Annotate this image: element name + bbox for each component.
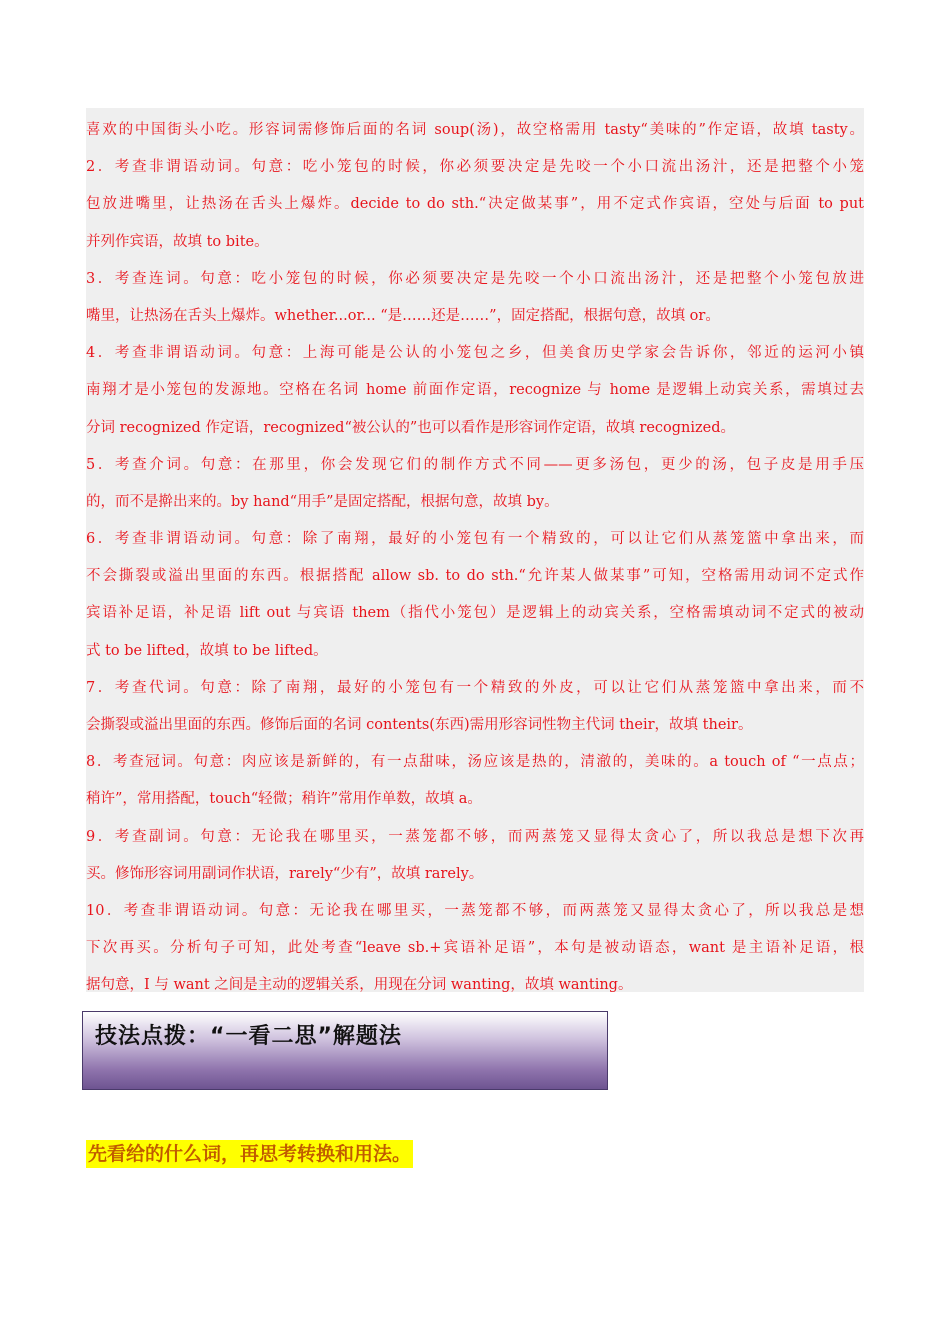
- answer-line: 5．考查介词。句意：在那里，你会发现它们的制作方式不同——更多汤包，更少的汤，包子皮是用手压: [86, 456, 864, 473]
- answer-line: 买。修饰形容词用副词作状语，rarely“少有”，故填 rarely。: [86, 865, 484, 882]
- answer-line: 稍许”，常用搭配，touch“轻微；稍许”常用作单数，故填 a。: [86, 791, 482, 808]
- answer-line: 下次再买。分析句子可知，此处考查“leave sb.+宾语补足语”，本句是被动语态，want 是主语补足语，根: [86, 940, 864, 957]
- answer-line: 7．考查代词。句意：除了南翔，最好的小笼包有一个精致的外皮，可以让它们从蒸笼篮中拿出来，而不: [86, 679, 864, 696]
- answer-line: 宾语补足语，补足语 lift out 与宾语 them（指代小笼包）是逻辑上的动宾关系，空格需填动词不定式的被动: [86, 605, 864, 622]
- answer-line: 嘴里，让热汤在舌头上爆炸。whether...or... “是……还是……”，固定搭配，根据句意，故填 or。: [86, 307, 720, 324]
- answer-line: 10．考查非谓语动词。句意：无论我在哪里买，一蒸笼都不够，而两蒸笼又显得太贪心了，所以我总是想: [86, 902, 864, 919]
- answer-line: 2．考查非谓语动词。句意：吃小笼包的时候，你必须要决定是先咬一个小口流出汤汁，还是把整个小笼: [86, 159, 864, 176]
- answer-line: 并列作宾语，故填 to bite。: [86, 233, 269, 250]
- answer-line: 6．考查非谓语动词。句意：除了南翔，最好的小笼包有一个精致的，可以让它们从蒸笼篮中拿出来，而: [86, 531, 864, 548]
- answer-line: 包放进嘴里，让热汤在舌头上爆炸。decide to do sth.“决定做某事”，用不定式作宾语，空处与后面 to put: [86, 196, 864, 213]
- answer-line: 喜欢的中国街头小吃。形容词需修饰后面的名词 soup(汤)，故空格需用 tasty“美味的”作定语，故填 tasty。: [86, 122, 864, 138]
- answer-line: 9．考查副词。句意：无论我在哪里买，一蒸笼都不够，而两蒸笼又显得太贪心了，所以我总是想下次再: [86, 828, 864, 845]
- answer-line: 分词 recognized 作定语，recognized“被公认的”也可以看作是形容词作定语，故填 recognized。: [86, 419, 736, 436]
- tip-title: 技法点拨：“一看二思”解题法: [95, 1024, 402, 1049]
- answer-line: 3．考查连词。句意：吃小笼包的时候，你必须要决定是先咬一个小口流出汤汁，还是把整个小笼包放进: [86, 270, 864, 287]
- answer-line: 4．考查非谓语动词。句意：上海可能是公认的小笼包之乡，但美食历史学家会告诉你，邻近的运河小镇: [86, 345, 864, 362]
- answer-line: 会撕裂或溢出里面的东西。修饰后面的名词 contents(东西)需用形容词性物主代词 their，故填 their。: [86, 717, 753, 733]
- highlighted-tip-text: 先看给的什么词，再思考转换和用法。: [86, 1140, 413, 1168]
- answer-line: 的，而不是擀出来的。by hand“用手”是固定搭配，根据句意，故填 by。: [86, 493, 559, 510]
- answer-line: 据句意，I 与 want 之间是主动的逻辑关系，用现在分词 wanting，故填 wanting。: [86, 977, 633, 994]
- answer-line: 不会撕裂或溢出里面的东西。根据搭配 allow sb. to do sth.“允许某人做某事”可知，空格需用动词不定式作: [86, 568, 864, 585]
- answer-explanations: [86, 108, 864, 992]
- answer-line: 式 to be lifted，故填 to be lifted。: [86, 642, 328, 659]
- tip-header-box: [82, 1011, 608, 1090]
- answer-line: 8．考查冠词。句意：肉应该是新鲜的，有一点甜味，汤应该是热的，清澈的，美味的。a touch of “一点点；: [86, 754, 864, 771]
- answer-line: 南翔才是小笼包的发源地。空格在名词 home 前面作定语，recognize 与 home 是逻辑上动宾关系，需填过去: [86, 382, 864, 399]
